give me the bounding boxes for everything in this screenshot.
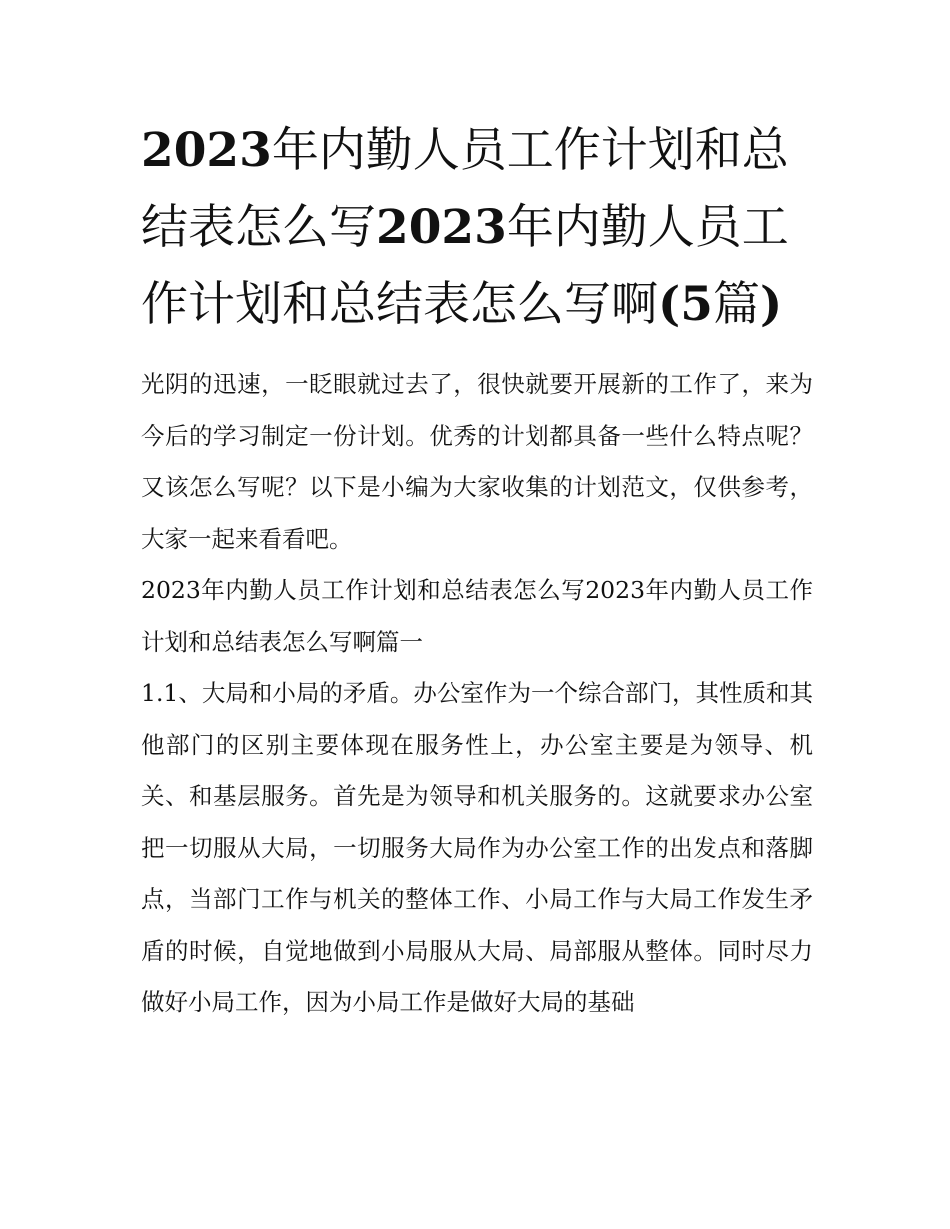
section-heading: 2023年内勤人员工作计划和总结表怎么写2023年内勤人员工作计划和总结表怎么写啊篇一 <box>141 576 813 656</box>
document-title: 2023年内勤人员工作计划和总结表怎么写2023年内勤人员工作计划和总结表怎么写啊(5篇) <box>141 123 789 332</box>
body-paragraph: 1.1、大局和小局的矛盾。办公室作为一个综合部门，其性质和其他部门的区别主要体现在服务性上，办公室主要是为领导、机关、和基层服务。首先是为领导和机关服务的。这就要求办公室把一切服从大局，一切服务大局作为办公室工作的出发点和落脚点，当部门工作与机关的整体工作、小局工作与大局工作发生矛盾的时候，自觉地做到小局服从大局、局部服从整体。同时尽力做好小局工作，因为小局工作是做好大局的基础 <box>141 679 813 1016</box>
intro-paragraph: 光阴的迅速，一眨眼就过去了，很快就要开展新的工作了，来为今后的学习制定一份计划。优秀的计划都具备一些什么特点呢？又该怎么写呢？以下是小编为大家收集的计划范文，仅供参考，大家一起来看看吧。 <box>141 370 813 553</box>
document-page <box>141 112 813 1029</box>
